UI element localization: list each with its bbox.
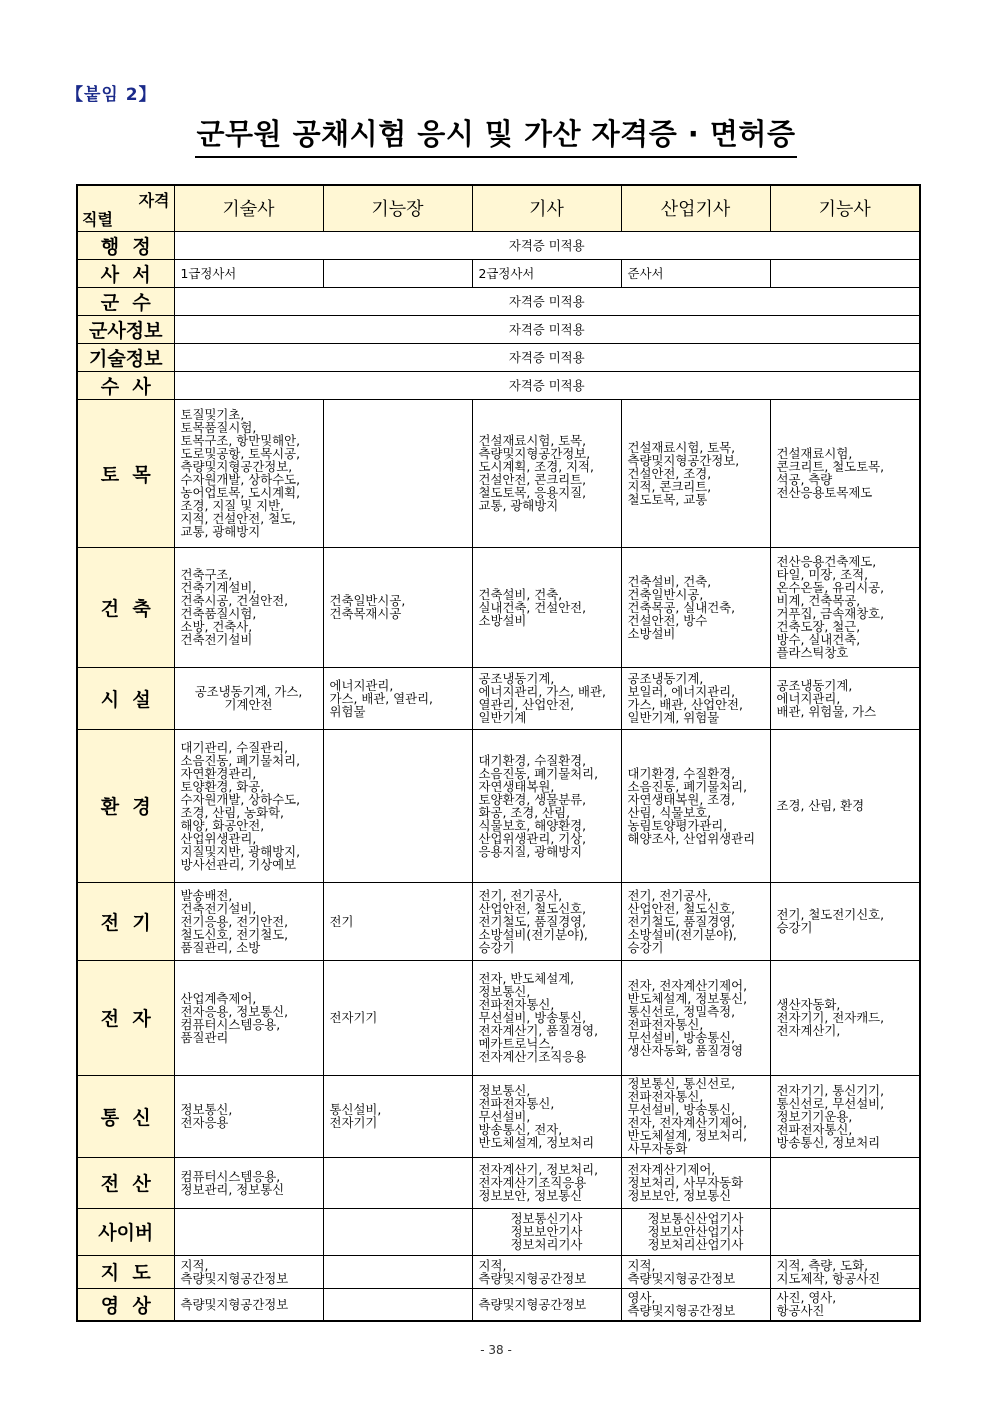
row-header: 영 상 [77,1288,174,1321]
row-header: 사 서 [77,259,174,287]
certificate-cell: 전자, 반도체설계, 정보통신, 전파전자통신, 무선설비, 방송통신, 전자계산기, 품질경영, 메카트로닉스, 전자계산기조직응용 [472,960,621,1075]
certificate-cell: 대기환경, 수질환경, 소음진동, 폐기물처리, 자연생태복원, 토양환경, 생물분류, 화공, 조경, 산림, 식물보호, 해양환경, 산업위생관리, 기상, 응용지질, 광해방지 [472,729,621,882]
certificate-cell [323,729,472,882]
certificate-cell [323,1255,472,1288]
certificate-cell [770,1208,920,1255]
table-row [77,343,920,371]
page-title: 군무원 공채시험 응시 및 가산 자격증 · 면허증 [195,112,798,158]
certificate-cell: 건축설비, 건축, 건축일반시공, 건축목공, 실내건축, 건설안전, 방수 소방설비 [621,547,770,667]
table-row [77,667,920,729]
certificate-cell: 건축구조, 건축기계설비, 건축시공, 건설안전, 건축품질시험, 소방, 건축사, 건축전기설비 [174,547,323,667]
row-header: 환 경 [77,729,174,882]
certificate-cell [323,259,472,287]
certificate-cell: 공조냉동기계, 에너지관리, 배관, 위험물, 가스 [770,667,920,729]
row-header: 군사정보 [77,315,174,343]
certificate-cell: 정보통신, 통신선로, 전파전자통신, 무선설비, 방송통신, 전자, 전자계산기제어, 반도체설계, 정보처리, 사무자동화 [621,1075,770,1157]
certificate-table [76,184,921,1322]
certificate-cell: 대기관리, 수질관리, 소음진동, 폐기물처리, 자연환경관리, 토양환경, 화공, 수자원개발, 상하수도, 조경, 산림, 농화학, 해양, 화공안전, 산업위생관리, 지질및지반, 광해방지, 방사선관리, 기상예보 [174,729,323,882]
certificate-cell: 토질및기초, 토목품질시험, 토목구조, 항만및해안, 도로및공항, 토목시공, 측량및지형공간정보, 수자원개발, 상하수도, 농어업토목, 도시계획, 조경, 지질 및 지반, 지적, 건설안전, 철도, 교통, 광해방지 [174,399,323,547]
certificate-cell [770,259,920,287]
certificate-cell: 건축일반시공, 건축목재시공 [323,547,472,667]
table-row [77,315,920,343]
row-header: 지 도 [77,1255,174,1288]
table-row [77,1075,920,1157]
not-applicable-cell: 자격증 미적용 [174,371,920,399]
certificate-cell: 조경, 산림, 환경 [770,729,920,882]
column-header: 산업기사 [621,185,770,231]
certificate-cell: 건축설비, 건축, 실내건축, 건설안전, 소방설비 [472,547,621,667]
certificate-cell [770,1157,920,1208]
certificate-cell: 전기 [323,882,472,960]
certificate-cell: 지적, 측량, 도화, 지도제작, 항공사진 [770,1255,920,1288]
certificate-cell [174,1208,323,1255]
table-row [77,231,920,259]
header-row [77,185,920,231]
row-header: 토 목 [77,399,174,547]
certificate-cell: 대기환경, 수질환경, 소음진동, 폐기물처리, 자연생태복원, 조경, 산림, 식물보호, 농림토양평가관리, 해양조사, 산업위생관리 [621,729,770,882]
certificate-cell: 전자계산기, 정보처리, 전자계산기조직응용 정보보안, 정보통신 [472,1157,621,1208]
certificate-cell: 발송배전, 건축전기설비, 전기응용, 전기안전, 철도신호, 전기철도, 품질관리, 소방 [174,882,323,960]
certificate-cell: 영사, 측량및지형공간정보 [621,1288,770,1321]
certificate-cell: 1급정사서 [174,259,323,287]
table-row [77,1255,920,1288]
table-row [77,259,920,287]
table-row [77,1288,920,1321]
certificate-cell: 전자기기 [323,960,472,1075]
certificate-cell: 전기, 전기공사, 산업안전, 철도신호, 전기철도, 품질경영, 소방설비(전기분야), 승강기 [621,882,770,960]
certificate-cell [323,399,472,547]
not-applicable-cell: 자격증 미적용 [174,287,920,315]
certificate-cell: 건설재료시험, 토목, 측량및지형공간정보, 건설안전, 조경, 지적, 콘크리트, 철도토목, 교통 [621,399,770,547]
column-header: 기능사 [770,185,920,231]
table-row [77,729,920,882]
certificate-cell: 공조냉동기계, 보일러, 에너지관리, 가스, 배관, 산업안전, 일반기계, 위험물 [621,667,770,729]
certificate-cell: 정보통신, 전파전자통신, 무선설비, 방송통신, 전자, 반도체설계, 정보처리 [472,1075,621,1157]
certificate-cell: 준사서 [621,259,770,287]
certificate-cell: 지적, 측량및지형공간정보 [174,1255,323,1288]
certificate-cell: 전산응용건축제도, 타일, 미장, 조적, 온수온돌, 유리시공, 비계, 건축목공, 거푸집, 금속재창호, 건축도장, 철근, 방수, 실내건축, 플라스틱창호 [770,547,920,667]
column-header: 기능장 [323,185,472,231]
table-row [77,371,920,399]
row-header: 사이버 [77,1208,174,1255]
table-row [77,547,920,667]
certificate-cell [323,1288,472,1321]
certificate-cell: 건설재료시험, 콘크리트, 철도토목, 석공, 측량 전산응용토목제도 [770,399,920,547]
certificate-cell: 정보통신기사 정보보안기사 정보처리기사 [472,1208,621,1255]
row-header: 수 사 [77,371,174,399]
certificate-cell [323,1208,472,1255]
page-title-wrap [0,112,992,158]
row-header: 전 산 [77,1157,174,1208]
certificate-cell: 에너지관리, 가스, 배관, 열관리, 위험물 [323,667,472,729]
row-header: 기술정보 [77,343,174,371]
not-applicable-cell: 자격증 미적용 [174,315,920,343]
certificate-cell [323,1157,472,1208]
certificate-cell: 공조냉동기계, 에너지관리, 가스, 배관, 열관리, 산업안전, 일반기계 [472,667,621,729]
table-row [77,882,920,960]
column-header: 기술사 [174,185,323,231]
certificate-cell: 전자기기, 통신기기, 통신선로, 무선설비, 정보기기운용, 전파전자통신, 방송통신, 정보처리 [770,1075,920,1157]
certificate-cell: 지적, 측량및지형공간정보 [621,1255,770,1288]
certificate-cell: 컴퓨터시스템응용, 정보관리, 정보통신 [174,1157,323,1208]
table-row [77,287,920,315]
row-header: 전 기 [77,882,174,960]
table-row [77,960,920,1075]
certificate-cell: 전기, 전기공사, 산업안전, 철도신호, 전기철도, 품질경영, 소방설비(전기분야), 승강기 [472,882,621,960]
certificate-cell: 생산자동화, 전자기기, 전자캐드, 전자계산기, [770,960,920,1075]
corner-bottom-label: 직렬 [82,209,113,229]
row-header: 군 수 [77,287,174,315]
row-header: 건 축 [77,547,174,667]
page-number: - 38 - [480,1343,512,1357]
certificate-cell: 2급정사서 [472,259,621,287]
certificate-cell: 측량및지형공간정보 [472,1288,621,1321]
row-header: 시 설 [77,667,174,729]
corner-cell [77,185,174,231]
certificate-cell: 공조냉동기계, 가스, 기계안전 [174,667,323,729]
not-applicable-cell: 자격증 미적용 [174,231,920,259]
certificate-cell: 정보통신, 전자응용 [174,1075,323,1157]
certificate-cell: 측량및지형공간정보 [174,1288,323,1321]
row-header: 행 정 [77,231,174,259]
row-header: 전 자 [77,960,174,1075]
certificate-cell: 전자, 전자계산기제어, 반도체설계, 정보통신, 통신선로, 정밀측정, 전파전자통신, 무선설비, 방송통신, 생산자동화, 품질경영 [621,960,770,1075]
certificate-cell: 정보통신산업기사 정보보안산업기사 정보처리산업기사 [621,1208,770,1255]
table-row [77,1208,920,1255]
certificate-cell: 지적, 측량및지형공간정보 [472,1255,621,1288]
certificate-cell: 전기, 철도전기신호, 승강기 [770,882,920,960]
not-applicable-cell: 자격증 미적용 [174,343,920,371]
attachment-tag: 【붙임 2】 [66,85,157,105]
certificate-cell: 사진, 영사, 항공사진 [770,1288,920,1321]
row-header: 통 신 [77,1075,174,1157]
column-header: 기사 [472,185,621,231]
certificate-cell: 통신설비, 전자기기 [323,1075,472,1157]
corner-top-label: 자격 [138,191,170,210]
certificate-cell: 건설재료시험, 토목, 측량및지형공간정보, 도시계획, 조경, 지적, 건설안전, 콘크리트, 철도토목, 응용지질, 교통, 광해방지 [472,399,621,547]
table-row [77,1157,920,1208]
certificate-cell: 산업계측제어, 전자응용, 정보통신, 컴퓨터시스템응용, 품질관리 [174,960,323,1075]
table-row [77,399,920,547]
certificate-cell: 전자계산기제어, 정보처리, 사무자동화 정보보안, 정보통신 [621,1157,770,1208]
